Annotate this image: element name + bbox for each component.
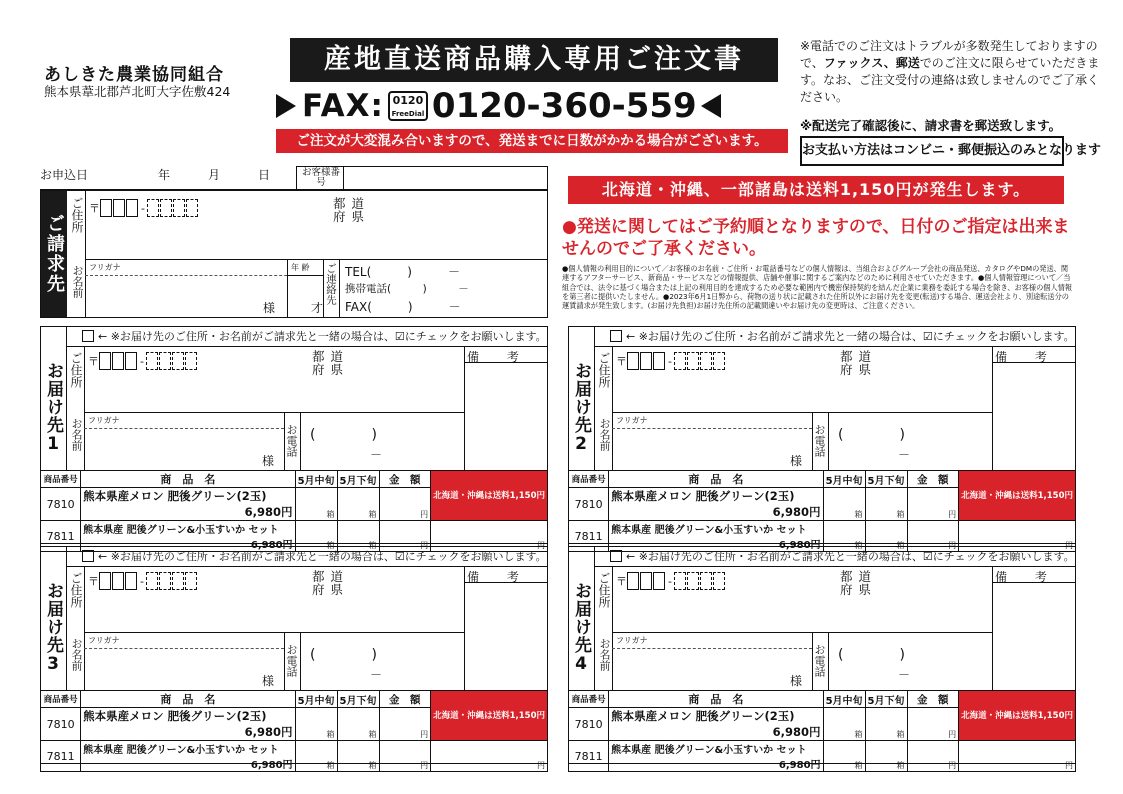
coop-name: あしきた農業協同組合 — [44, 65, 224, 85]
furigana-label: フリガナ — [88, 416, 120, 425]
item-code: 7811 — [41, 741, 81, 772]
phone-label: お電話 — [813, 644, 826, 677]
form-title: 産地直送商品購入専用ご注文書 — [290, 38, 778, 82]
qty-may-late[interactable]: 箱 — [337, 488, 379, 521]
table-header — [569, 691, 1076, 708]
name-label: お名前 — [598, 638, 611, 671]
phone-field[interactable]: ( ) — [310, 647, 377, 663]
delivery-label: お届け先1 — [43, 361, 63, 455]
fax-field[interactable]: FAX( ) － — [345, 300, 461, 314]
table-header — [569, 471, 1076, 488]
item-code: 7811 — [569, 741, 609, 772]
name-label: お名前 — [70, 418, 83, 451]
billing-section — [40, 190, 548, 318]
product-table — [40, 470, 548, 552]
privacy-notice: ●個人情報の利用目的について／お客様のお名前・ご住所・お電話番号などの個人情報は、当組合およびグループ会社の商品発送、カタログやDMの発送、関連するアフターサービス、新商品・サービスなどの情報提供、店舗や催事に関するご案内などのために利用させていただきます。●個人情報管理について／当組合では、法令に基づく場合または上記の利用目的を達成するため必要な範囲内で機密保持契約を結んだ企業に業務を委託する場合を除き、お客様の個人情報を第三者に提供いたしません。●2023年6月1日弊から、荷物の送り状に記載された住所以外にお届け先を変更(転送)する場合、運送会社より、別途転送分の運賃請求が発生致します。(お届け先負担)お届け先住所の記載間違いやお届け先の変更時は、ご注意ください。 — [562, 264, 1073, 311]
same-as-billing-checkbox[interactable]: ← ※お届け先のご住所・お名前がご請求先と一緒の場合は、☑にチェックをお願いします。 — [82, 328, 547, 344]
item-name: 熊本県産 肥後グリーン&小玉すいか セット 6,980円 — [81, 521, 295, 552]
item-name: 熊本県産メロン 肥後グリーン(2玉) 6,980円 — [81, 708, 295, 741]
invoice-notice: ※配送完了確認後に、請求書を郵送致します。 — [800, 118, 1062, 133]
qty-may-mid[interactable]: 箱 — [823, 708, 865, 741]
sama-label: 様 — [790, 454, 803, 468]
remarks-label: 備 考 — [995, 350, 1059, 364]
phone-field[interactable]: ( ) — [310, 427, 377, 443]
item-name: 熊本県産メロン 肥後グリーン(2玉) 6,980円 — [609, 708, 823, 741]
amount-field[interactable]: 円 — [907, 521, 959, 552]
amount-field[interactable]: 円 — [379, 521, 431, 552]
address-label: ご住所 — [70, 197, 84, 233]
phone-dash: － — [370, 448, 383, 462]
prefecture-label: 都 道 府 県 — [840, 349, 872, 377]
fee-badge: 北海道・沖縄は送料1,150円 — [431, 691, 548, 741]
checkbox-icon[interactable] — [610, 550, 622, 562]
prefecture-label: 都 道 府 県 — [840, 569, 872, 597]
address-label: ご住所 — [69, 352, 83, 388]
phone-field[interactable]: ( ) — [838, 427, 905, 443]
col-may-mid: 5月中旬 — [823, 691, 865, 708]
phone-label: お電話 — [813, 424, 826, 457]
name-label: お名前 — [71, 265, 84, 298]
qty-may-mid[interactable]: 箱 — [295, 488, 337, 521]
apply-date-row[interactable]: お申込日 年 月 日 — [40, 168, 271, 182]
amount-field[interactable]: 円 — [907, 741, 959, 772]
furigana-label: フリガナ — [616, 416, 648, 425]
delivery-section-4 — [568, 546, 1076, 771]
sama-label: 様 — [790, 674, 803, 688]
delivery-section-3 — [40, 546, 548, 771]
item-name: 熊本県産 肥後グリーン&小玉すいか セット 6,980円 — [609, 521, 823, 552]
address-label: ご住所 — [597, 572, 611, 608]
furigana-label: フリガナ — [616, 636, 648, 645]
col-name: 商 品 名 — [81, 471, 295, 488]
item-code: 7810 — [569, 488, 609, 521]
col-may-mid: 5月中旬 — [823, 471, 865, 488]
col-name: 商 品 名 — [609, 691, 823, 708]
phone-notice: ※電話でのご注文はトラブルが多数発生しておりますので、ファックス、郵送でのご注文に限らせていただきます。なお、ご注文受付の連絡は致しませんのでご了承ください。 — [800, 39, 1100, 104]
item-code: 7811 — [569, 521, 609, 552]
qty-may-mid[interactable]: 箱 — [295, 521, 337, 552]
col-may-late: 5月下旬 — [865, 691, 907, 708]
table-header — [41, 471, 548, 488]
phone-dash: － — [370, 668, 383, 682]
sama-label: 様 — [263, 301, 276, 315]
sama-label: 様 — [262, 454, 275, 468]
checkbox-icon[interactable] — [82, 330, 94, 342]
freedial-icon: 0120 FreeDial — [388, 91, 428, 121]
fee-badge: 北海道・沖縄は送料1,150円 — [431, 471, 548, 521]
qty-may-late[interactable]: 箱 — [865, 708, 907, 741]
remarks-label: 備 考 — [467, 350, 531, 364]
qty-may-late[interactable]: 箱 — [865, 488, 907, 521]
col-code: 商品番号 — [41, 471, 81, 488]
furigana-label: フリガナ — [89, 263, 121, 272]
item-name: 熊本県産 肥後グリーン&小玉すいか セット 6,980円 — [81, 741, 295, 772]
delivery-section-1 — [40, 326, 548, 551]
same-as-billing-checkbox[interactable]: ← ※お届け先のご住所・お名前がご請求先と一緒の場合は、☑にチェックをお願いします。 — [82, 548, 547, 564]
fee-field[interactable]: 円 — [959, 741, 1076, 772]
product-table — [568, 470, 1076, 552]
zip-field[interactable]: 〒 - — [88, 352, 198, 370]
qty-may-late[interactable]: 箱 — [337, 521, 379, 552]
fee-badge: 北海道・沖縄は送料1,150円 — [959, 471, 1076, 521]
fee-badge: 北海道・沖縄は送料1,150円 — [959, 691, 1076, 741]
same-as-billing-checkbox[interactable]: ← ※お届け先のご住所・お名前がご請求先と一緒の場合は、☑にチェックをお願いします。 — [610, 328, 1075, 344]
same-as-billing-checkbox[interactable]: ← ※お届け先のご住所・お名前がご請求先と一緒の場合は、☑にチェックをお願いします。 — [610, 548, 1075, 564]
delivery-label: お届け先3 — [43, 581, 63, 675]
col-code: 商品番号 — [41, 691, 81, 708]
reservation-notice: ●発送に関してはご予約順となりますので、日付のご指定は出来ませんのでご了承ください。 — [562, 217, 1070, 259]
delivery-label: お届け先4 — [571, 581, 591, 675]
qty-may-late[interactable]: 箱 — [337, 741, 379, 772]
qty-may-mid[interactable]: 箱 — [823, 741, 865, 772]
amount-field[interactable]: 円 — [907, 708, 959, 741]
delivery-label: お届け先2 — [571, 361, 591, 455]
remarks-label: 備 考 — [467, 570, 531, 584]
amount-field[interactable]: 円 — [907, 488, 959, 521]
item-name: 熊本県産 肥後グリーン&小玉すいか セット 6,980円 — [609, 741, 823, 772]
sama-label: 様 — [262, 674, 275, 688]
col-may-mid: 5月中旬 — [295, 471, 337, 488]
item-code: 7810 — [41, 488, 81, 521]
item-code: 7810 — [569, 708, 609, 741]
table-row[interactable] — [41, 741, 548, 772]
arrow-right-icon — [276, 94, 296, 118]
payment-notice: お支払い方法はコンビニ・郵便振込のみとなります — [800, 136, 1064, 166]
phone-label: お電話 — [285, 644, 298, 677]
col-amount: 金 額 — [907, 471, 959, 488]
coop-address: 熊本県葦北郡芦北町大字佐敷424 — [44, 84, 231, 99]
fee-field[interactable]: 円 — [431, 521, 548, 552]
phone-label: お電話 — [285, 424, 298, 457]
prefecture-label: 都 道 府 県 — [312, 569, 344, 597]
contact-label: ご連絡先 — [325, 263, 337, 305]
phone-dash: － — [898, 448, 911, 462]
qty-may-mid[interactable]: 箱 — [823, 521, 865, 552]
mobile-field[interactable]: 携帯電話( ) － — [345, 283, 469, 295]
qty-may-late[interactable]: 箱 — [865, 521, 907, 552]
col-may-mid: 5月中旬 — [295, 691, 337, 708]
zip-field[interactable]: 〒 - — [89, 199, 199, 217]
col-may-late: 5月下旬 — [337, 471, 379, 488]
fax-number: 0120-360-559 — [431, 86, 697, 126]
col-amount: 金 額 — [907, 691, 959, 708]
amount-field[interactable]: 円 — [379, 741, 431, 772]
item-name: 熊本県産メロン 肥後グリーン(2玉) 6,980円 — [609, 488, 823, 521]
age-unit: 才 — [311, 301, 324, 315]
fee-field[interactable]: 円 — [959, 521, 1076, 552]
address-label: ご住所 — [597, 352, 611, 388]
col-name: 商 品 名 — [81, 691, 295, 708]
product-table — [40, 690, 548, 772]
age-label: 年 齢 — [291, 263, 310, 272]
customer-number-field[interactable]: お客様番号 — [296, 166, 548, 190]
tel-field[interactable]: TEL( ) － — [345, 265, 460, 279]
name-label: お名前 — [598, 418, 611, 451]
billing-side-label: ご請求先 — [41, 191, 67, 317]
name-label: お名前 — [70, 638, 83, 671]
table-header — [41, 691, 548, 708]
address-label: ご住所 — [69, 572, 83, 608]
checkbox-icon[interactable] — [82, 550, 94, 562]
fax-line — [276, 86, 792, 126]
checkbox-icon[interactable] — [610, 330, 622, 342]
item-name: 熊本県産メロン 肥後グリーン(2玉) 6,980円 — [81, 488, 295, 521]
amount-field[interactable]: 円 — [379, 708, 431, 741]
col-code: 商品番号 — [569, 691, 609, 708]
zip-field[interactable]: 〒 - — [616, 352, 726, 370]
fax-label: FAX: — [302, 88, 384, 124]
amount-field[interactable]: 円 — [379, 488, 431, 521]
phone-dash: － — [898, 668, 911, 682]
table-row[interactable] — [569, 741, 1076, 772]
furigana-label: フリガナ — [88, 636, 120, 645]
qty-may-mid[interactable]: 箱 — [295, 708, 337, 741]
zip-field[interactable]: 〒 - — [88, 572, 198, 590]
prefecture-label: 都 道 府 県 — [333, 196, 365, 224]
arrow-left-icon — [701, 94, 721, 118]
col-amount: 金 額 — [379, 471, 431, 488]
col-may-late: 5月下旬 — [337, 691, 379, 708]
col-code: 商品番号 — [569, 471, 609, 488]
prefecture-label: 都 道 府 県 — [312, 349, 344, 377]
col-name: 商 品 名 — [609, 471, 823, 488]
qty-may-late[interactable]: 箱 — [865, 741, 907, 772]
qty-may-late[interactable]: 箱 — [337, 708, 379, 741]
phone-field[interactable]: ( ) — [838, 647, 905, 663]
busy-notice: ご注文が大変混み合いますので、発送までに日数がかかる場合がございます。 — [276, 129, 788, 153]
col-amount: 金 額 — [379, 691, 431, 708]
remarks-label: 備 考 — [995, 570, 1059, 584]
item-code: 7810 — [41, 708, 81, 741]
delivery-section-2 — [568, 326, 1076, 551]
fee-field[interactable]: 円 — [431, 741, 548, 772]
qty-may-mid[interactable]: 箱 — [295, 741, 337, 772]
item-code: 7811 — [41, 521, 81, 552]
product-table — [568, 690, 1076, 772]
col-may-late: 5月下旬 — [865, 471, 907, 488]
zip-field[interactable]: 〒 - — [616, 572, 726, 590]
shipping-fee-notice: 北海道・沖縄、一部諸島は送料1,150円が発生します。 — [568, 176, 1064, 204]
qty-may-mid[interactable]: 箱 — [823, 488, 865, 521]
